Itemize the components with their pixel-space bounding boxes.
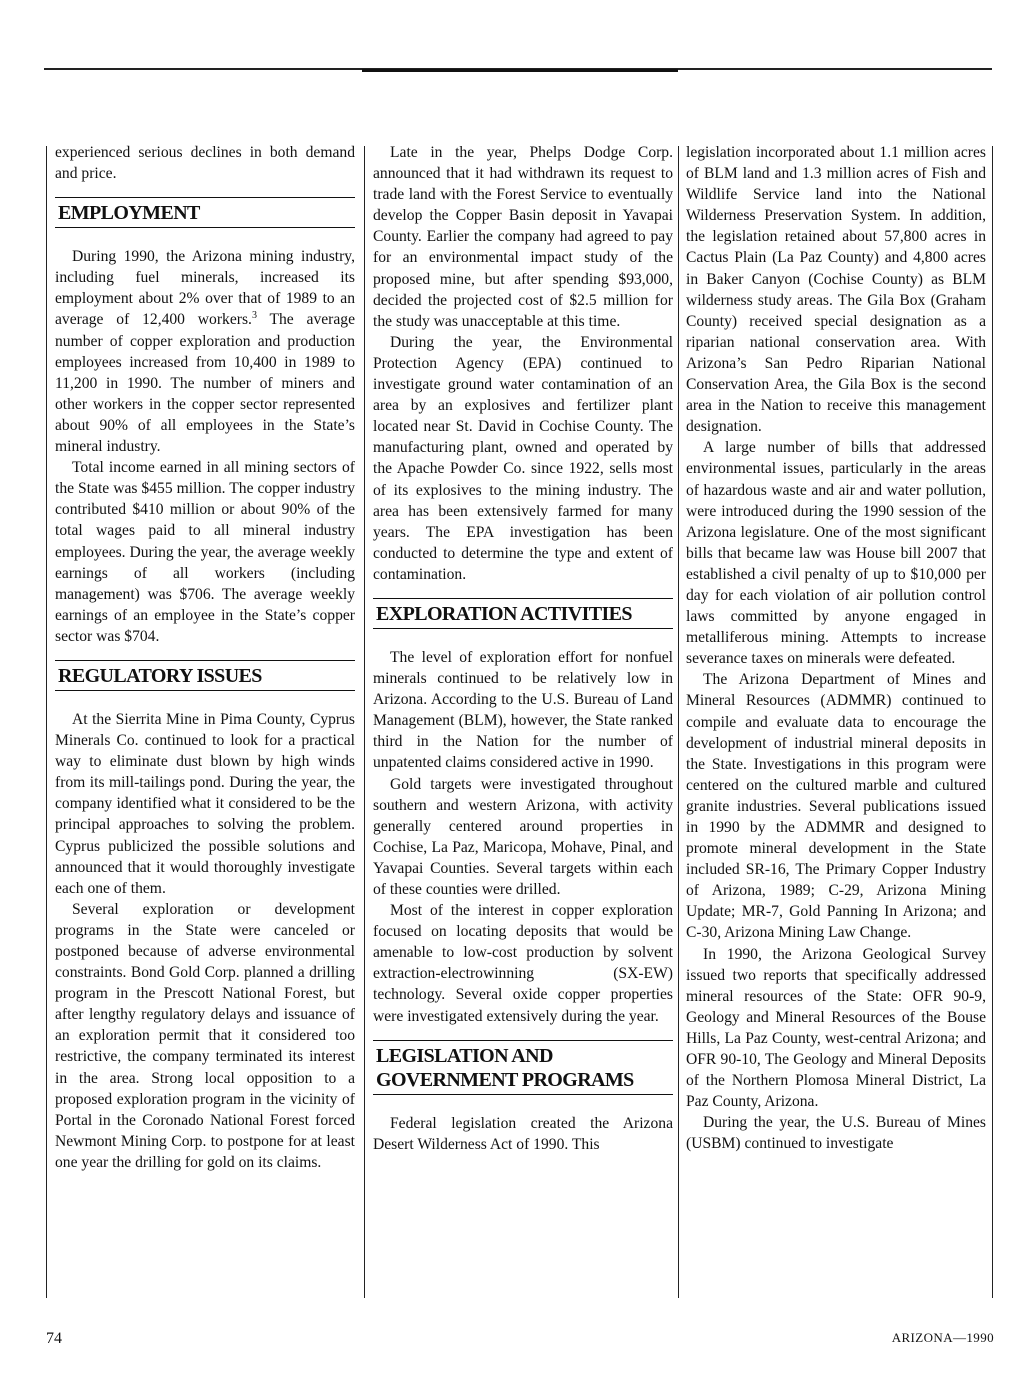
paragraph	[55, 246, 355, 457]
paragraph: experienced serious declines in both demand and price.	[55, 144, 355, 183]
paragraph: Gold targets were investigated throughout southern and western Arizona, with activity generally centered around properties in Cochise, La Paz, Maricopa, Mohave, Pinal, and Yavapai Counties. Several targets within each of these counties were drilled.	[373, 775, 673, 898]
column-rule-left	[46, 146, 47, 1298]
top-rule-accent	[362, 69, 678, 72]
heading-line: LEGISLATION AND	[376, 1044, 553, 1067]
paragraph: During the year, the U.S. Bureau of Mines (USBM) continued to investigate	[686, 1114, 986, 1153]
footnote-marker[interactable]: 3	[251, 310, 257, 322]
paragraph: In 1990, the Arizona Geological Survey issued two reports that specifically addressed mineral resources of the State: OFR 90-9, Geology and Mineral Resources of the Bouse Hills, La Paz County, west-central Arizona; and OFR 90-10, The Geology and Mineral Deposits of the Northern Plomosa Mineral District, La Paz County, Arizona.	[686, 945, 986, 1111]
column-1	[55, 142, 355, 1173]
column-2	[373, 142, 673, 1155]
paragraph: Most of the interest in copper exploration focused on locating deposits that would be amenable to low-cost production by solvent extraction-electrowinning (SX-EW) technology. Several oxide copper properties were investigated extensively during the year.	[373, 902, 673, 1025]
column-3	[686, 142, 986, 1155]
column-rule-middle	[364, 146, 365, 1298]
paragraph: A large number of bills that addressed environmental issues, particularly in the areas of hazardous waste and air and water pollution, were introduced during the 1990 session of the Arizona legislature. One of the most significant bills that became law was House bill 2007 that established a civil penalty of up to $10,000 per day for each violation of air pollution control laws committed by anyone engaged in metalliferous mining. Attempts to increase severance taxes on minerals were defeated.	[686, 439, 986, 668]
paragraph-text: During 1990, the Arizona mining industry, including fuel minerals, increased its employment about 2% over that of 1989 to an average of 12,400 workers.	[55, 248, 355, 329]
heading-line: GOVERNMENT PROGRAMS	[376, 1068, 634, 1091]
column-rule-right	[992, 146, 993, 1298]
page-number: 74	[46, 1330, 62, 1347]
paragraph: Federal legislation created the Arizona Desert Wilderness Act of 1990. This	[373, 1114, 673, 1153]
paragraph: legislation incorporated about 1.1 million acres of BLM land and 1.3 million acres of Fish and Wildlife Service land into the National Wilderness Preservation System. In addition, the legislation retained about 57,800 acres in Cactus Plain (La Paz County) and 4,800 acres in Baker Canyon (Cochise County) as BLM wilderness study areas. The Gila Box (Graham County) received special designation as a riparian national conservation area. With Arizona’s San Pedro Riparian National Conservation Area, the Gila Box is the second area in the Nation to receive this management designation.	[686, 144, 986, 436]
paragraph-text: The average number of copper exploration and production employees increased from 10,400 in 1989 to 11,200 in 1990. The number of miners and other workers in the copper sector represented about 90% of all employees in the State’s mineral industry.	[55, 311, 356, 456]
paragraph: Total income earned in all mining sectors of the State was $455 million. The copper industry contributed $410 million or about 90% of the total wages paid to all mineral industry employees. During the year, the average weekly earnings of all workers (including management) was $706. The average weekly earnings of an employee in the State’s copper sector was $704.	[55, 459, 355, 645]
paragraph: At the Sierrita Mine in Pima County, Cyprus Minerals Co. continued to look for a practical way to eliminate dust blown by high winds from its mill-tailings pond. During the year, the company identified what it considered to be the principal approaches to solving the problem. Cyprus publicized the possible solutions and announced that it would thoroughly investigate each one of them.	[55, 710, 355, 897]
column-rule-right-middle	[678, 146, 679, 1298]
paragraph: The Arizona Department of Mines and Mineral Resources (ADMMR) continued to compile and evaluate data to encourage the development of industrial mineral deposits in the State. Investigations in this program were centered on the cultured marble and cultured granite industries. Several publications issued in 1990 by the ADMMR and designed to promote mineral development in the State included SR-16, The Primary Copper Industry of Arizona, 1989; C-29, Arizona Mining Update; MR-7, Gold Panning In Arizona; and C-30, Arizona Mining Law Change.	[686, 671, 986, 942]
running-head: ARIZONA—1990	[891, 1330, 994, 1345]
paragraph: During the year, the Environmental Protection Agency (EPA) continued to investigate ground water contamination of an area by an explosives and fertilizer plant located near St. David in Cochise County. The manufacturing plant, owned and operated by the Apache Powder Co. since 1922, sells most of its explosives to the mining industry. The area has been extensively farmed for many years. The EPA investigation has been conducted to determine the type and extent of contamination.	[373, 333, 673, 583]
section-heading-employment: EMPLOYMENT	[55, 197, 355, 228]
paragraph: The level of exploration effort for nonfuel minerals continued to be relatively low in Arizona. According to the U.S. Bureau of Land Management (BLM), however, the State ranked third in the Nation for the number of unpatented claims considered active in 1990.	[373, 648, 673, 772]
paragraph: Late in the year, Phelps Dodge Corp. announced that it had withdrawn its request to trade land with the Forest Service to eventually develop the Copper Basin deposit in Yavapai County. Earlier the company had agreed to pay for an environmental impact study of the proposed mine, but after spending $93,000, decided the projected cost of $2.5 million for the study was unacceptable at this time.	[373, 144, 673, 330]
section-heading-exploration-activities: EXPLORATION ACTIVITIES	[373, 598, 673, 629]
section-heading-regulatory-issues: REGULATORY ISSUES	[55, 660, 355, 691]
section-heading-legislation	[373, 1040, 673, 1095]
paragraph: Several exploration or development programs in the State were canceled or postponed because of adverse environmental constraints. Bond Gold Corp. planned a drilling program in the Prescott National Forest, but after lengthy regulatory delays and issuance of an exploration permit that it considered too restrictive, the company terminated its interest in the area. Strong local opposition to a proposed exploration program in the vicinity of Portal in the Coronado National Forest forced Newmont Mining Corp. to postpone for at least one year the drilling for gold on its claims.	[55, 900, 355, 1171]
